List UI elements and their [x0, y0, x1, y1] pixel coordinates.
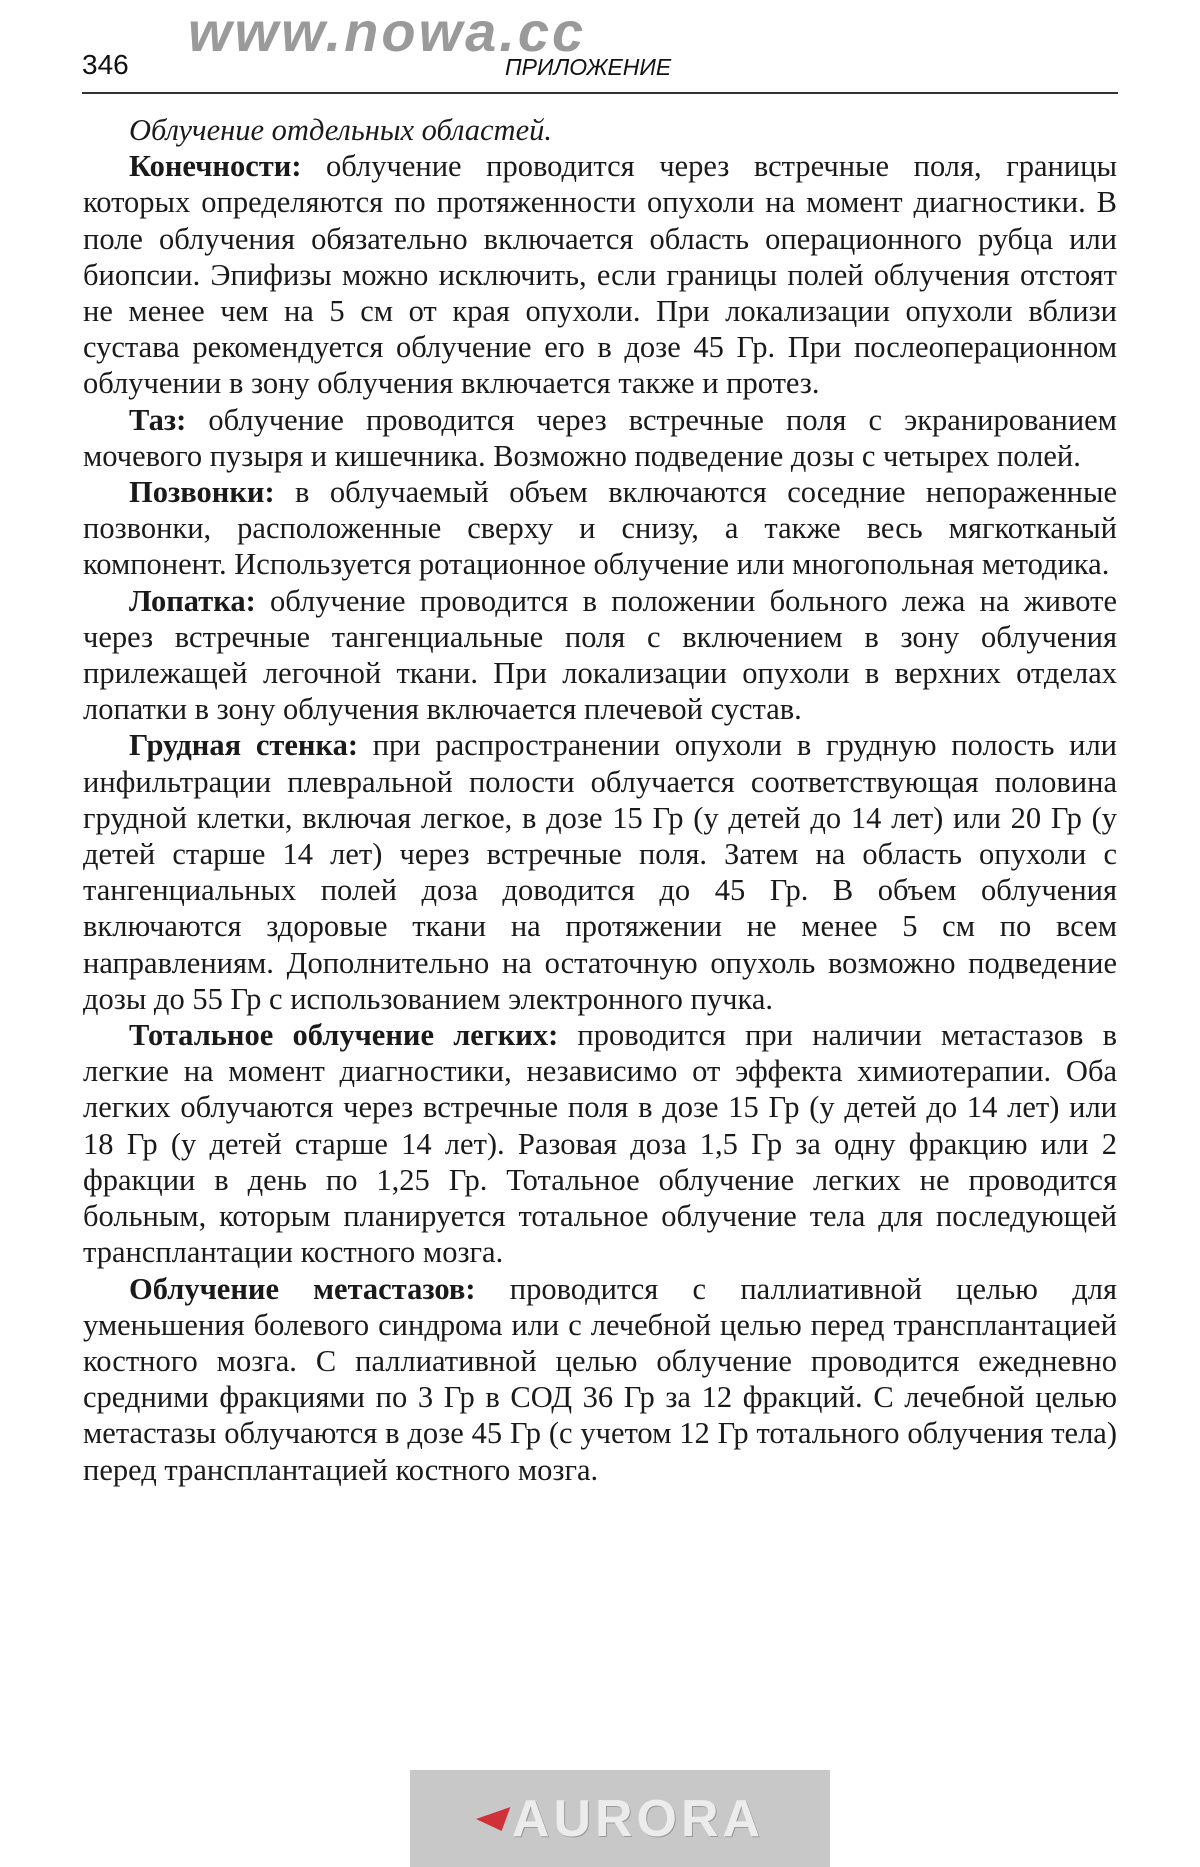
- paragraph-limbs: [83, 148, 1117, 401]
- aurora-logo: [410, 1770, 830, 1867]
- paragraph-term: Грудная стенка:: [129, 728, 358, 763]
- paragraph-total-lung: [83, 1017, 1117, 1270]
- section-title: Облучение отдельных областей.: [129, 113, 552, 147]
- paragraph-text: облучение проводится через встречные поля, границы которых определяются по протяженности опухоли на момент диагностики. В поле облучения обязательно включается область операционного рубца или биопсии. Эпифизы можно исключить, если границы полей облучения отстоят не менее чем на 5 см от края опухоли. При локализации опухоли вблизи сустава рекомендуется облучение его в дозе 45 Гр. При послеоперационном облучении в зону облучения включается также и протез.: [83, 149, 1117, 401]
- header-divider: [82, 92, 1118, 94]
- paragraph-text: в облучаемый объем включаются соседние непораженные позвонки, расположенные сверху и снизу, а также весь мягкотканый компонент. Используется ротационное облучение или многопольная методика.: [83, 475, 1117, 582]
- logo-text: AURORA: [511, 1789, 765, 1848]
- paragraph-text: облучение проводится через встречные поля с экранированием мочевого пузыря и кишечника. Возможно подведение дозы с четырех полей.: [83, 402, 1117, 473]
- running-title: ПРИЛОЖЕНИЕ: [505, 54, 672, 80]
- paragraph-metastases: [83, 1271, 1117, 1488]
- watermark-url: www.nowa.cc: [188, 0, 587, 63]
- paragraph-vertebrae: [83, 474, 1117, 583]
- paragraph-text: облучение проводится в положении больного лежа на животе через встречные тангенциальные поля с включением в зону облучения прилежащей легочной ткани. При локализации опухоли в верхних отделах лопатки в зону облучения включается плечевой сустав.: [83, 583, 1117, 727]
- page-number: 346: [82, 49, 129, 80]
- paragraph-text: проводится с паллиативной целью для уменьшения болевого синдрома или с лечебной целью перед трансплантацией костного мозга. С паллиативной целью облучение проводится ежедневно средними фракциями по 3 Гр в СОД 36 Гр за 12 фракций. С лечебной целью метастазы облучаются в дозе 45 Гр (с учетом 12 Гр тотального облучения тела) перед трансплантацией костного мозга.: [83, 1271, 1117, 1487]
- paragraph-term: Лопатка:: [129, 583, 256, 618]
- logo-mark-icon: [472, 1807, 511, 1831]
- body-text: [83, 112, 1117, 1488]
- paragraph-term: Таз:: [129, 402, 187, 437]
- paragraph-pelvis: [83, 402, 1117, 474]
- paragraph-term: Облучение метастазов:: [129, 1271, 476, 1306]
- paragraph-text: при распространении опухоли в грудную полость или инфильтрации плевральной полости облучается соответствующая половина грудной клетки, включая легкое, в дозе 15 Гр (у детей до 14 лет) или 20 Гр (у детей старше 14 лет) через встречные поля. Затем на область опухоли с тангенциальных полей доза доводится до 45 Гр. В объем облучения включаются здоровые ткани на протяжении не менее 5 см по всем направлениям. Дополнительно на остаточную опухоль возможно подведение дозы до 55 Гр с использованием электронного пучка.: [83, 728, 1117, 1016]
- paragraph-term: Конечности:: [129, 149, 302, 184]
- paragraph-term: Позвонки:: [129, 475, 275, 510]
- paragraph-text: проводится при наличии метастазов в легкие на момент диагностики, независимо от эффекта химиотерапии. Оба легких облучаются через встречные поля в дозе 15 Гр (у детей до 14 лет) или 18 Гр (у детей старше 14 лет). Разовая доза 1,5 Гр за одну фракцию или 2 фракции в день по 1,25 Гр. Тотальное облучение легких не проводится больным, которым планируется тотальное облучение тела для последующей трансплантации костного мозга.: [83, 1018, 1117, 1270]
- paragraph-term: Тотальное облучение легких:: [129, 1018, 559, 1053]
- paragraph-scapula: [83, 583, 1117, 728]
- paragraph-chest-wall: [83, 727, 1117, 1017]
